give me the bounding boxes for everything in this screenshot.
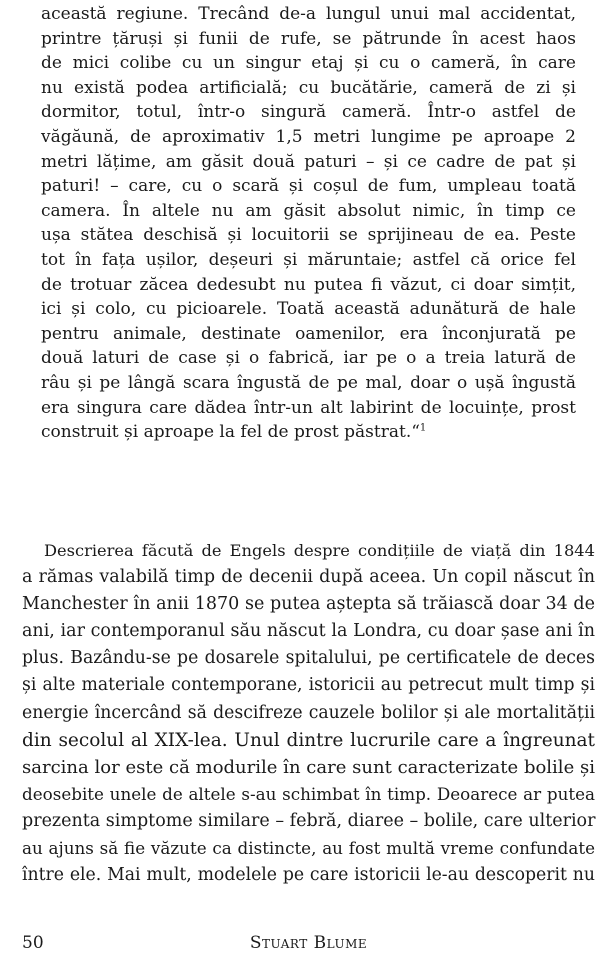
quote-line: pentru animale, destinate oamenilor, era înconjurată pe: [41, 323, 576, 344]
quote-line: camera. În altele nu am găsit absolut nimic, în timp ce: [41, 200, 576, 221]
quote-line: tot în fața ușilor, deșeuri și măruntaie; astfel că orice fel: [41, 249, 576, 270]
body-line: plus. Bazându-se pe dosarele spitalului, pe certificatele de deces: [22, 648, 595, 669]
quote-line: ici și colo, cu picioarele. Toată această adunătură de hale: [41, 299, 576, 320]
body-line: energie încercând să descifreze cauzele bolilor și ale mortalității: [22, 702, 595, 723]
quote-line: paturi! – care, cu o scară și coșul de fum, umpleau toată: [41, 176, 576, 197]
page-footer: [22, 933, 595, 957]
quote-line: ușa stătea deschisă și locuitorii se sprijineau de ea. Peste: [41, 225, 576, 246]
body-line: Descrierea făcută de Engels despre condițiile de viață din 1844: [44, 541, 595, 560]
quote-line: era singura care dădea într-un alt labirint de locuințe, prost: [41, 397, 576, 418]
quote-line: de mici colibe cu un singur etaj și cu o cameră, în care: [41, 53, 576, 74]
quote-line: văgăună, de aproximativ 1,5 metri lungime pe aproape 2: [41, 126, 576, 147]
quote-line: două laturi de case și o fabrică, iar pe o a treia latură de: [41, 348, 576, 369]
quote-line-text: construit și aproape la fel de prost păstrat.“: [41, 422, 420, 443]
quote-line: nu există podea artificială; cu bucătărie, cameră de zi și: [41, 77, 576, 98]
footnote-mark[interactable]: 1: [419, 422, 427, 434]
quote-line-last: [41, 420, 576, 445]
body-line: prezenta simptome similare – febră, diaree – bolile, care ulterior: [22, 810, 596, 831]
body-line: ani, iar contemporanul său născut la Londra, cu doar șase ani în: [22, 621, 595, 642]
body-line: sarcina lor este că modurile în care sunt caracterizate bolile și: [22, 756, 595, 778]
body-line: a rămas valabilă timp de decenii după aceea. Un copil născut în: [22, 567, 595, 588]
running-head-author: Stuart Blume: [249, 933, 368, 953]
body-line: au ajuns să fie văzute ca distincte, au fost multă vreme confundate: [22, 838, 595, 859]
body-line: din secolul al XIX-lea. Unul dintre lucrurile care a îngreunat: [22, 729, 595, 751]
body-line: între ele. Mai mult, modelele pe care istoricii le-au descoperit nu: [22, 865, 595, 886]
quote-line: metri lățime, am găsit două paturi – și ce cadre de pat și: [41, 151, 576, 172]
page-number: 50: [22, 933, 44, 953]
block-quote: [41, 2, 576, 445]
quote-line: dormitor, totul, într-o singură cameră. Într-o astfel de: [41, 102, 576, 123]
body-paragraph: [22, 537, 595, 889]
quote-line: printre țăruși și funii de rufe, se pătrunde în acest haos: [41, 28, 576, 49]
quote-line: râu și pe lângă scara îngustă de pe mal, doar o ușă îngustă: [41, 372, 576, 393]
quote-line: această regiune. Trecând de-a lungul unui mal accidentat,: [41, 4, 576, 24]
body-line: Manchester în anii 1870 se putea aștepta să trăiască doar 34 de: [22, 594, 595, 615]
body-line: și alte materiale contemporane, istoricii au petrecut mult timp și: [22, 675, 595, 696]
quote-line: de trotuar zăcea dedesubt nu putea fi văzut, ci doar simțit,: [41, 274, 576, 295]
body-line: deosebite unele de altele s-au schimbat în timp. Deoarece ar putea: [22, 783, 595, 804]
